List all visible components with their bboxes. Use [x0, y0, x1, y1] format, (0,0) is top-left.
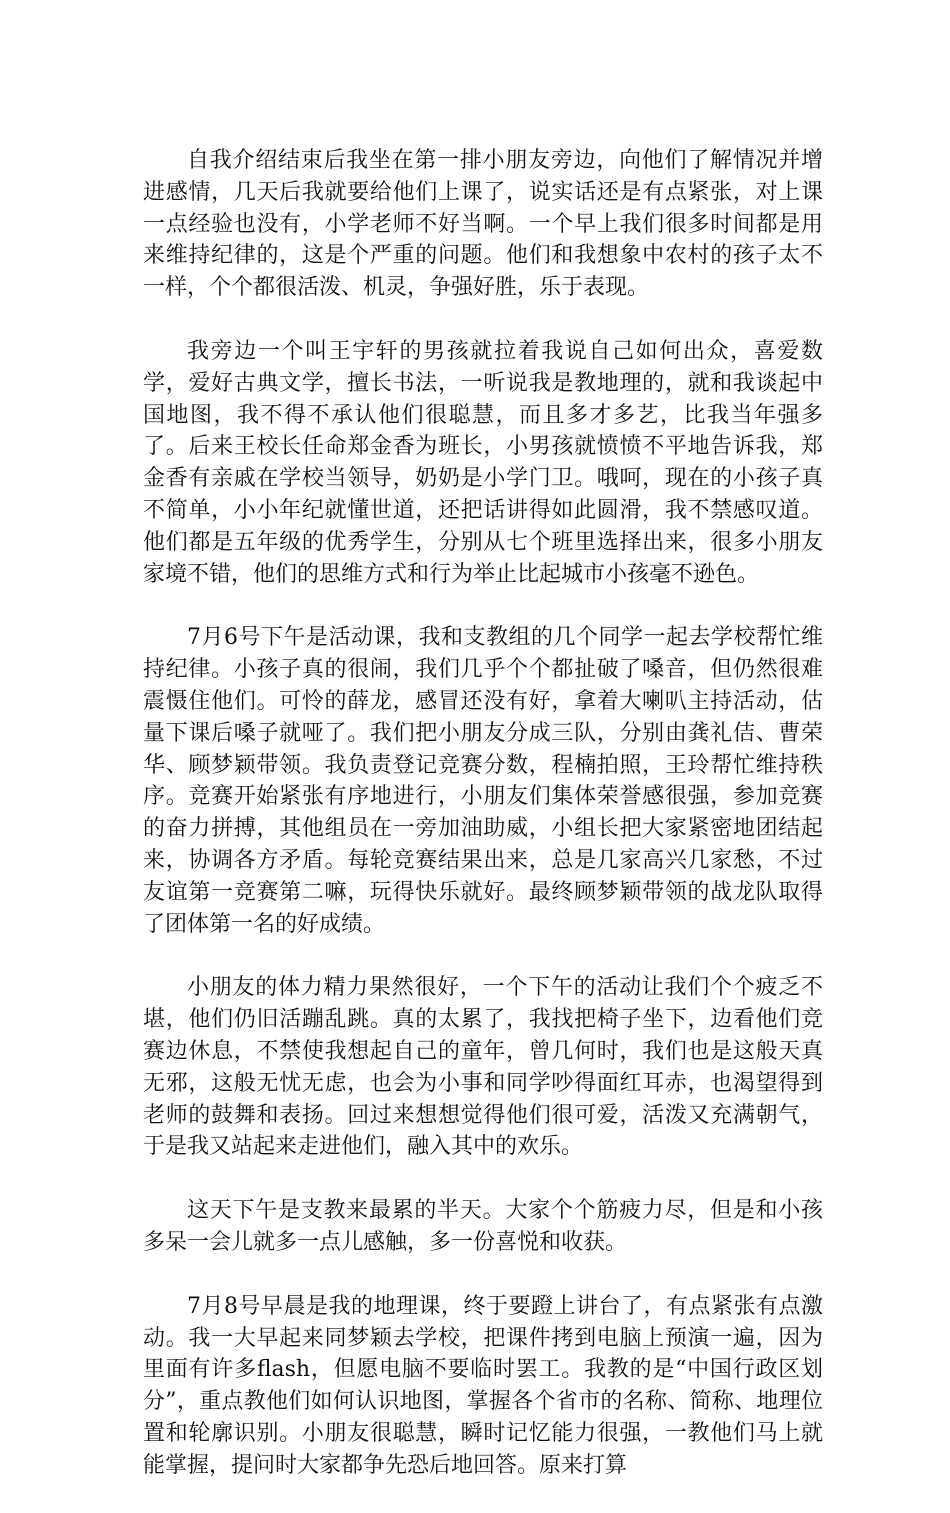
paragraph: 小朋友的体力精力果然很好，一个下午的活动让我们个个疲乏不堪，他们仍旧活蹦乱跳。真的太累了，我找把椅子坐下，边看他们竞赛边休息，不禁使我想起自己的童年，曾几何时，我们也是这般天真无邪，这般无忧无虑，也会为小事和同学吵得面红耳赤，也渴望得到老师的鼓舞和表扬。回过来想想觉得他们很可爱，活泼又充满朝气，于是我又站起来走进他们，融入其中的欢乐。: [143, 975, 823, 1160]
paragraph: 自我介绍结束后我坐在第一排小朋友旁边，向他们了解情况并增进感情，几天后我就要给他们上课了，说实话还是有点紧张，对上课一点经验也没有，小学老师不好当啊。一个早上我们很多时间都是用来维持纪律的，这是个严重的问题。他们和我想象中农村的孩子太不一样，个个都很活泼、机灵，争强好胜，乐于表现。: [143, 148, 823, 301]
paragraph: 7月8号早晨是我的地理课，终于要蹬上讲台了，有点紧张有点激动。我一大早起来同梦颖去学校，把课件拷到电脑上预演一遍，因为里面有许多flash，但愿电脑不要临时罢工。我教的是“中国行政区划分”，重点教他们如何认识地图，掌握各个省市的名称、简称、地理位置和轮廓识别。小朋友很聪慧，瞬时记忆能力很强，一教他们马上就能掌握，提问时大家都争先恐后地回答。原来打算: [143, 1293, 823, 1478]
document-body: [143, 145, 823, 1513]
paragraph: 7月6号下午是活动课，我和支教组的几个同学一起去学校帮忙维持纪律。小孩子真的很闹，我们几乎个个都扯破了嗓音，但仍然很难震慑住他们。可怜的薛龙，感冒还没有好，拿着大喇叭主持活动，估量下课后嗓子就哑了。我们把小朋友分成三队，分别由龚礼佶、曹荣华、顾梦颖带领。我负责登记竞赛分数，程楠拍照，王玲帮忙维持秩序。竞赛开始紧张有序地进行，小朋友们集体荣誉感很强，参加竞赛的奋力拼搏，其他组员在一旁加油助威，小组长把大家紧密地团结起来，协调各方矛盾。每轮竞赛结果出来，总是几家高兴几家愁，不过友谊第一竞赛第二嘛，玩得快乐就好。最终顾梦颖带领的战龙队取得了团体第一名的好成绩。: [143, 625, 823, 937]
paragraph: 我旁边一个叫王宇轩的男孩就拉着我说自己如何出众，喜爱数学，爱好古典文学，擅长书法，一听说我是教地理的，就和我谈起中国地图，我不得不承认他们很聪慧，而且多才多艺，比我当年强多了。后来王校长任命郑金香为班长，小男孩就愤愤不平地告诉我，郑金香有亲戚在学校当领导，奶奶是小学门卫。哦呵，现在的小孩子真不简单，小小年纪就懂世道，还把话讲得如此圆滑，我不禁感叹道。他们都是五年级的优秀学生，分别从七个班里选择出来，很多小朋友家境不错，他们的思维方式和行为举止比起城市小孩毫不逊色。: [143, 338, 823, 587]
paragraph: 这天下午是支教来最累的半天。大家个个筋疲力尽，但是和小孩多呆一会儿就多一点儿感触，多一份喜悦和收获。: [143, 1198, 823, 1255]
